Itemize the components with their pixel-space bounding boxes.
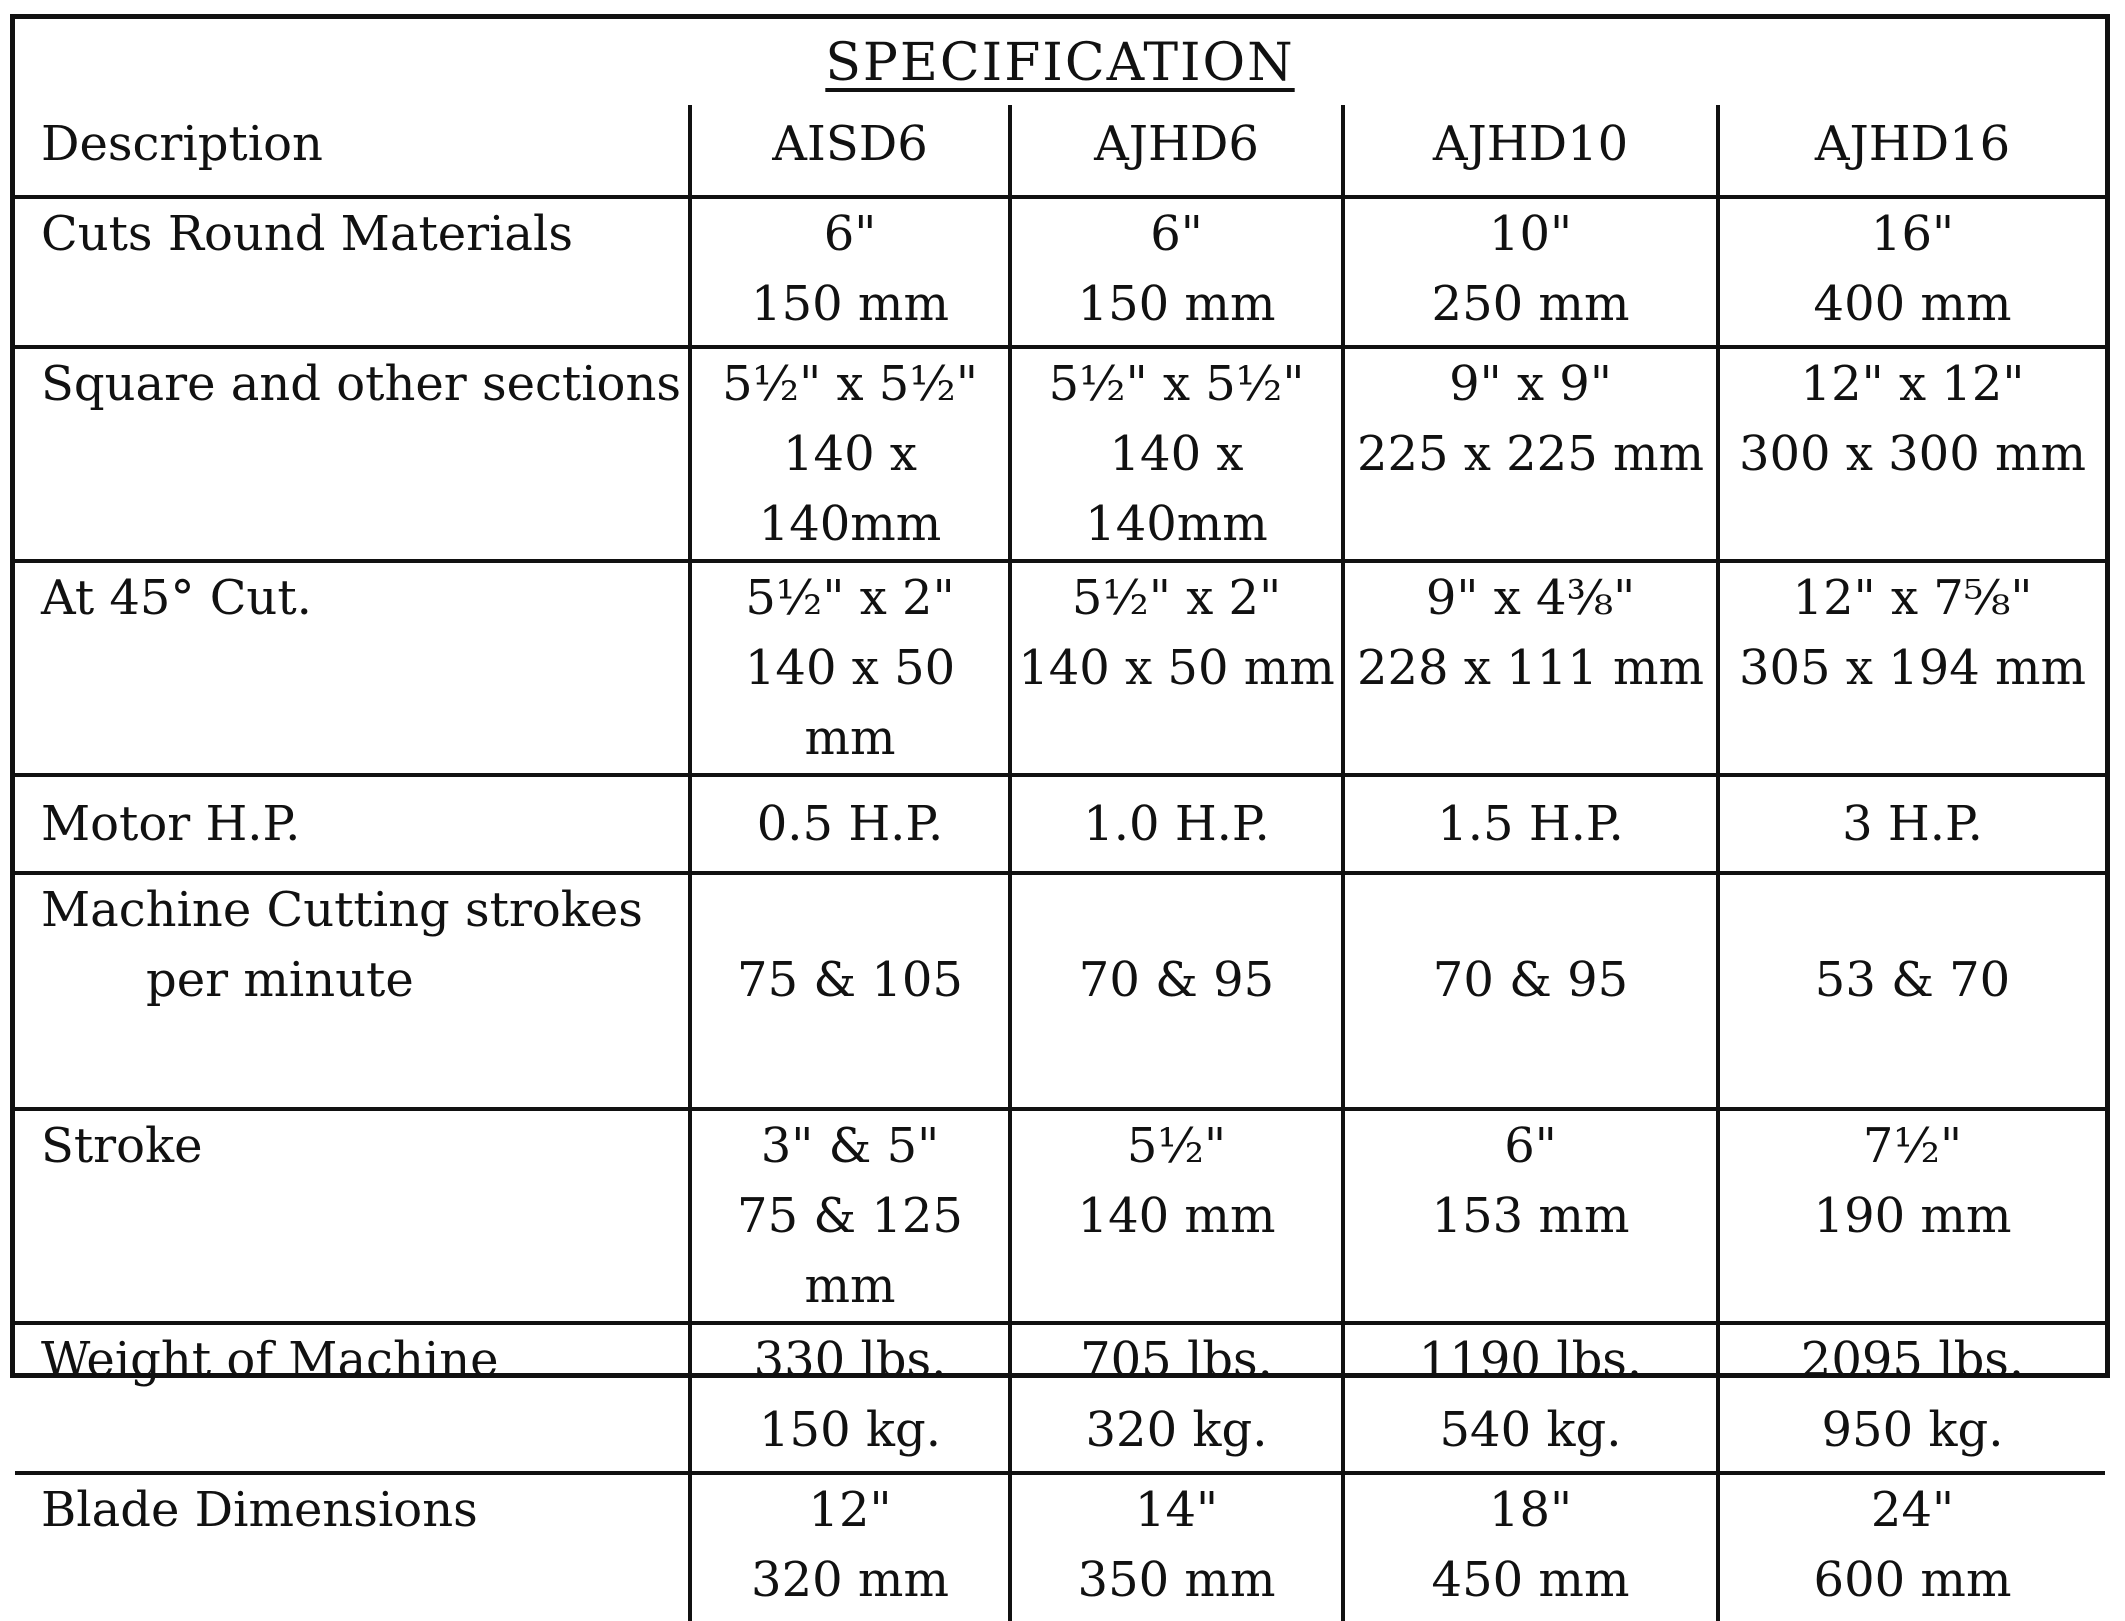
table-cell: 70 & 95	[1343, 873, 1718, 1109]
row-label: Blade Dimensions	[15, 1473, 690, 1621]
table-cell: 75 & 105	[690, 873, 1010, 1109]
table-cell: 5½" x 2" 140 x 50 mm	[690, 561, 1010, 775]
table-cell: 3" & 5" 75 & 125 mm	[690, 1109, 1010, 1323]
table-cell: 9" x 4⅜" 228 x 111 mm	[1343, 561, 1718, 775]
table-cell: 12" x 12" 300 x 300 mm	[1718, 347, 2105, 561]
table-row	[15, 197, 2105, 347]
specification-sheet	[10, 14, 2110, 1608]
table-cell: 0.5 H.P.	[690, 775, 1010, 873]
table-cell: 12" x 7⅝" 305 x 194 mm	[1718, 561, 2105, 775]
table-cell: 6" 150 mm	[690, 197, 1010, 347]
header-row	[15, 105, 2105, 197]
table-cell: 1.5 H.P.	[1343, 775, 1718, 873]
table-row	[15, 775, 2105, 873]
table-cell: 5½" 140 mm	[1010, 1109, 1343, 1323]
header-model: AISD6	[690, 105, 1010, 197]
page-title: SPECIFICATION	[825, 33, 1295, 93]
table-cell: 7½" 190 mm	[1718, 1109, 2105, 1323]
row-label: At 45° Cut.	[15, 561, 690, 775]
table-cell: 1.0 H.P.	[1010, 775, 1343, 873]
table-row	[15, 873, 2105, 1109]
table-row	[15, 1323, 2105, 1473]
row-label: Motor H.P.	[15, 775, 690, 873]
table-cell: 1190 lbs. 540 kg.	[1343, 1323, 1718, 1473]
table-cell: 330 lbs. 150 kg.	[690, 1323, 1010, 1473]
table-cell: 53 & 70	[1718, 873, 2105, 1109]
table-row	[15, 1473, 2105, 1621]
table-cell: 5½" x 5½" 140 x 140mm	[690, 347, 1010, 561]
table-cell: 12" 320 mm	[690, 1473, 1010, 1621]
table-row	[15, 561, 2105, 775]
table-cell: 6" 153 mm	[1343, 1109, 1718, 1323]
table-cell: 3 H.P.	[1718, 775, 2105, 873]
specification-table	[15, 105, 2105, 1621]
header-model: AJHD16	[1718, 105, 2105, 197]
table-cell: 6" 150 mm	[1010, 197, 1343, 347]
header-model: AJHD10	[1343, 105, 1718, 197]
table-cell: 5½" x 5½" 140 x 140mm	[1010, 347, 1343, 561]
header-model: AJHD6	[1010, 105, 1343, 197]
table-cell: 70 & 95	[1010, 873, 1343, 1109]
table-cell: 14" 350 mm	[1010, 1473, 1343, 1621]
header-description: Description	[41, 116, 323, 172]
table-cell: 705 lbs. 320 kg.	[1010, 1323, 1343, 1473]
row-label: Weight of Machine	[15, 1323, 690, 1473]
table-row	[15, 347, 2105, 561]
row-label: Machine Cutting strokes per minute	[15, 873, 690, 1109]
row-label: Stroke	[15, 1109, 690, 1323]
table-cell: 16" 400 mm	[1718, 197, 2105, 347]
table-cell: 18" 450 mm	[1343, 1473, 1718, 1621]
row-label: Cuts Round Materials	[15, 197, 690, 347]
table-cell: 24" 600 mm	[1718, 1473, 2105, 1621]
table-cell: 2095 lbs. 950 kg.	[1718, 1323, 2105, 1473]
row-label: Square and other sections	[15, 347, 690, 561]
table-cell: 9" x 9" 225 x 225 mm	[1343, 347, 1718, 561]
table-row	[15, 1109, 2105, 1323]
table-cell: 5½" x 2" 140 x 50 mm	[1010, 561, 1343, 775]
table-cell: 10" 250 mm	[1343, 197, 1718, 347]
